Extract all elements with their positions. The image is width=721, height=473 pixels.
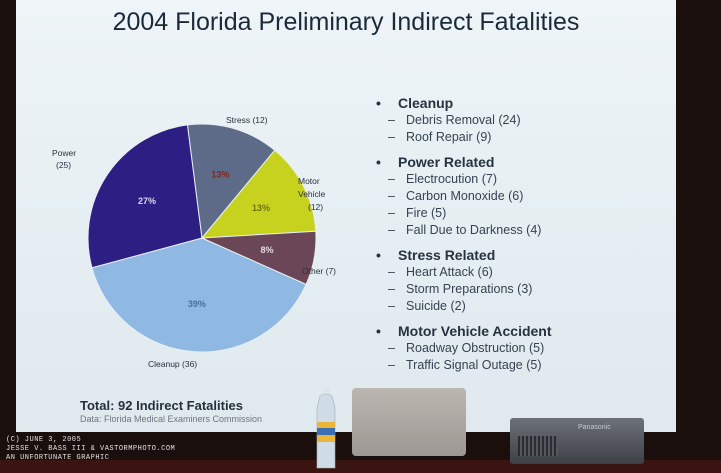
outline-item: – Heart Attack (6)	[376, 264, 666, 281]
slice-category-label: Other (7)	[302, 266, 337, 276]
slice-category-label: (12)	[308, 202, 324, 212]
outline-item: – Roof Repair (9)	[376, 129, 666, 146]
slice-category-label: Stress (12)	[226, 115, 268, 125]
outline-item: – Storm Preparations (3)	[376, 281, 666, 298]
outline-category	[376, 246, 666, 315]
projector-brand: Panasonic	[578, 424, 611, 431]
outline-category	[376, 94, 666, 146]
credit-line: JESSE V. BASS III & VASTORMPHOTO.COM	[6, 445, 176, 453]
photo-credit	[6, 436, 175, 463]
slice-category-label: Motor	[298, 176, 320, 186]
outline-item: – Fire (5)	[376, 205, 666, 222]
credit-line: (C) JUNE 3, 2005	[6, 436, 82, 444]
outline-item: – Carbon Monoxide (6)	[376, 188, 666, 205]
slice-category-label: (25)	[56, 160, 72, 170]
slice-percent-label: 8%	[260, 244, 274, 255]
outline-item: – Debris Removal (24)	[376, 112, 666, 129]
outline-heading: • Motor Vehicle Accident	[376, 322, 666, 340]
laptop	[352, 388, 466, 456]
slice-percent-label: 13%	[211, 169, 230, 180]
credit-line: AN UNFORTUNATE GRAPHIC	[6, 454, 110, 462]
outline-item: – Electrocution (7)	[376, 171, 666, 188]
slice-percent-label: 27%	[138, 196, 157, 207]
water-bottle-icon	[314, 388, 338, 470]
projector-grill	[518, 436, 558, 456]
slide-title: 2004 Florida Preliminary Indirect Fatalities	[112, 8, 580, 36]
category-outline	[376, 94, 666, 381]
slice-category-label: Vehicle	[298, 189, 326, 199]
data-source: Data: Florida Medical Examiners Commission	[80, 414, 263, 424]
slice-percent-label: 39%	[187, 298, 206, 309]
outline-category	[376, 153, 666, 239]
projector	[510, 418, 644, 464]
outline-item: – Traffic Signal Outage (5)	[376, 357, 666, 374]
projection-screen	[16, 0, 676, 432]
pie-chart	[16, 0, 356, 400]
slice-category-label: Cleanup (36)	[148, 359, 198, 369]
outline-category	[376, 322, 666, 374]
outline-item: – Roadway Obstruction (5)	[376, 340, 666, 357]
total-fatalities: Total: 92 Indirect Fatalities	[80, 398, 244, 413]
outline-item: – Fall Due to Darkness (4)	[376, 222, 666, 239]
slice-category-label: Power	[52, 148, 77, 158]
outline-item: – Suicide (2)	[376, 298, 666, 315]
slice-percent-label: 13%	[251, 203, 270, 214]
outline-heading: • Power Related	[376, 153, 666, 171]
outline-heading: • Cleanup	[376, 94, 666, 112]
outline-heading: • Stress Related	[376, 246, 666, 264]
